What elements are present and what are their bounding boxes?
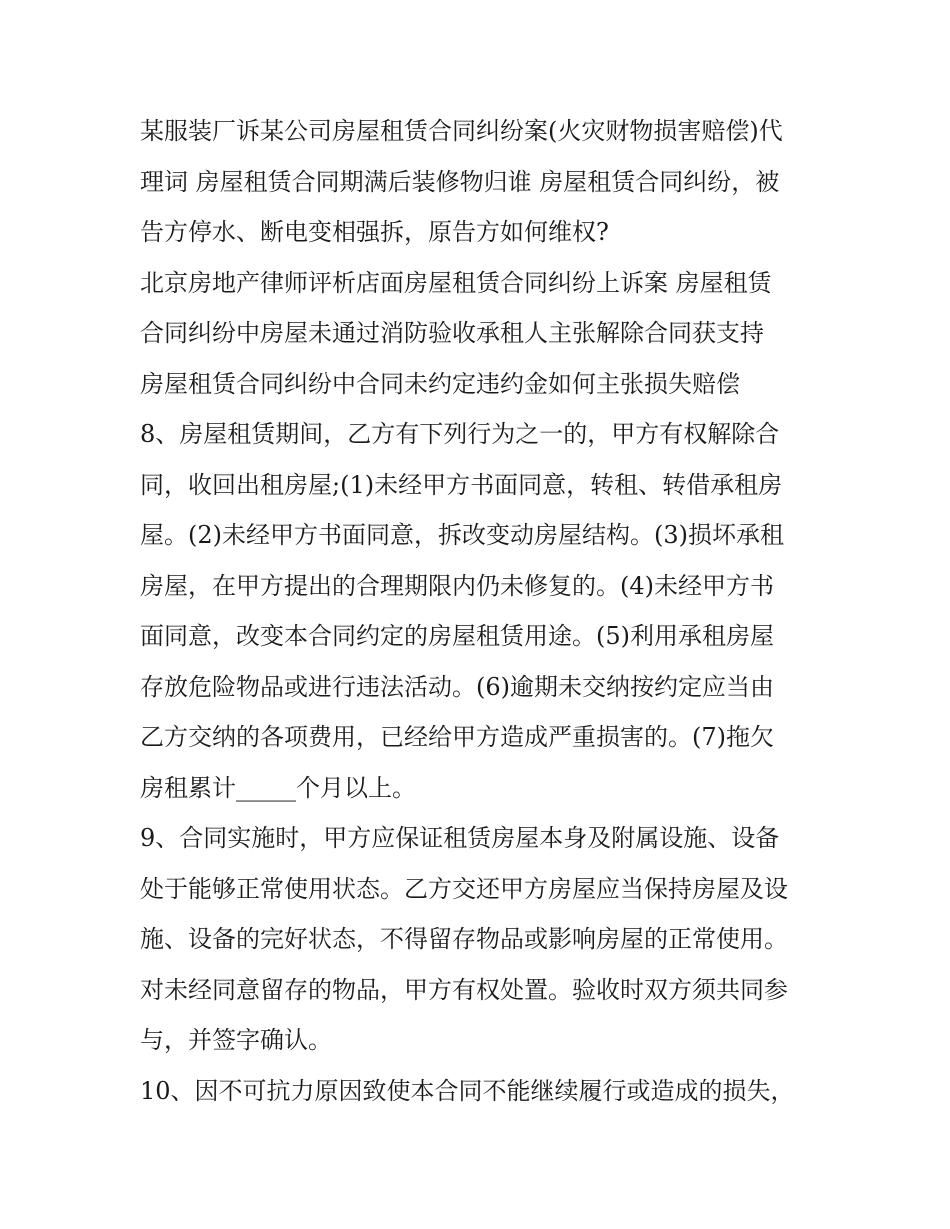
text-line: 乙方交纳的各项费用，已经给甲方造成严重损害的。(7)拖欠 [140,723,774,751]
paragraph-related-case-titles-2 [140,258,812,410]
text-line: 同，收回出租房屋;(1)未经甲方书面同意，转租、转借承租房 [140,470,783,499]
text-line: 房屋，在甲方提出的合理期限内仍未修复的。(4)未经甲方书 [140,571,774,600]
text-line: 9、合同实施时，甲方应保证租赁房屋本身及附属设施、设备 [140,824,780,852]
text-line: 房租累计_____个月以上。 [140,773,416,802]
text-line: 与，并签字确认。 [140,1026,332,1054]
text-line: 合同纠纷中房屋未通过消防验收承租人主张解除合同获支持 [140,319,764,347]
paragraph-related-case-titles-1 [140,106,812,258]
text-line: 存放危险物品或进行违法活动。(6)逾期未交纳按约定应当由 [140,672,774,701]
paragraph-clause-8 [140,409,812,813]
text-line: 告方停水、断电变相强拆，原告方如何维权? [140,218,609,246]
text-line: 施、设备的完好状态，不得留存物品或影响房屋的正常使用。 [140,925,788,953]
document-body [140,106,812,1116]
text-line: 8、房屋租赁期间，乙方有下列行为之一的，甲方有权解除合 [140,420,780,448]
text-line: 屋。(2)未经甲方书面同意，拆改变动房屋结构。(3)损坏承租 [140,521,784,549]
text-line: 处于能够正常使用状态。乙方交还甲方房屋应当保持房屋及设 [140,874,788,903]
text-line: 房屋租赁合同纠纷中合同未约定违约金如何主张损失赔偿 [140,369,740,398]
text-line: 10、因不可抗力原因致使本合同不能继续履行或造成的损失， [140,1076,795,1105]
text-line: 理词 房屋租赁合同期满后装修物归谁 房屋租赁合同纠纷，被 [140,167,780,196]
text-line: 对未经同意留存的物品，甲方有权处置。验收时双方须共同参 [140,975,788,1004]
text-line: 面同意，改变本合同约定的房屋租赁用途。(5)利用承租房屋 [140,622,774,650]
text-line: 某服装厂诉某公司房屋租赁合同纠纷案(火灾财物损害赔偿)代 [140,117,783,145]
paragraph-clause-9 [140,813,812,1066]
text-line: 北京房地产律师评析店面房屋租赁合同纠纷上诉案 房屋租赁 [140,268,772,297]
paragraph-clause-10 [140,1066,812,1117]
